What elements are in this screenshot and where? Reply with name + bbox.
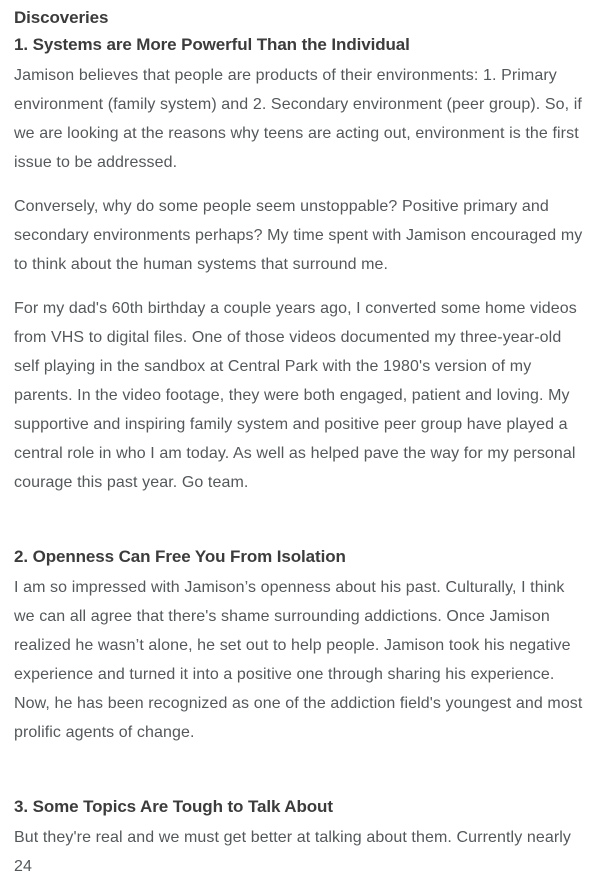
section-3-heading: 3. Some Topics Are Tough to Talk About <box>14 797 333 816</box>
article-title: Discoveries <box>14 8 109 27</box>
section-1-paragraph-3: For my dad's 60th birthday a couple years ago, I converted some home videos from VHS to digital files. One of those videos documented my three-year-old self playing in the sandbox at Central Park with the 1980's version of my parents. In the video footage, they were both engaged, patient and loving. My supportive and inspiring family system and positive peer group have played a central role in who I am today. As well as helped pave the way for my personal courage this past year. Go team. <box>14 300 577 491</box>
section-2-heading: 2. Openness Can Free You From Isolation <box>14 547 346 566</box>
section-1-paragraph-1: Jamison believes that people are products of their environments: 1. Primary environment (family system) and 2. Secondary environment (peer group). So, if we are looking at the reasons why teens are acting out, environment is the first issue to be addressed. <box>14 67 582 171</box>
section-2-paragraph-1: I am so impressed with Jamison’s openness about his past. Culturally, I think we can all agree that there's shame surrounding addictions. Once Jamison realized he wasn’t alone, he set out to help people. Jamison took his negative experience and turned it into a positive one through sharing his experience. Now, he has been recognized as one of the addiction field's youngest and most prolific agents of change. <box>14 579 583 741</box>
section-1-paragraph-2: Conversely, why do some people seem unstoppable? Positive primary and secondary environments perhaps? My time spent with Jamison encouraged my to think about the human systems that surround me. <box>14 198 583 273</box>
section-3-paragraph-1: But they're real and we must get better at talking about them. Currently nearly 24 <box>14 829 572 875</box>
section-1-heading: 1. Systems are More Powerful Than the Individual <box>14 35 410 54</box>
